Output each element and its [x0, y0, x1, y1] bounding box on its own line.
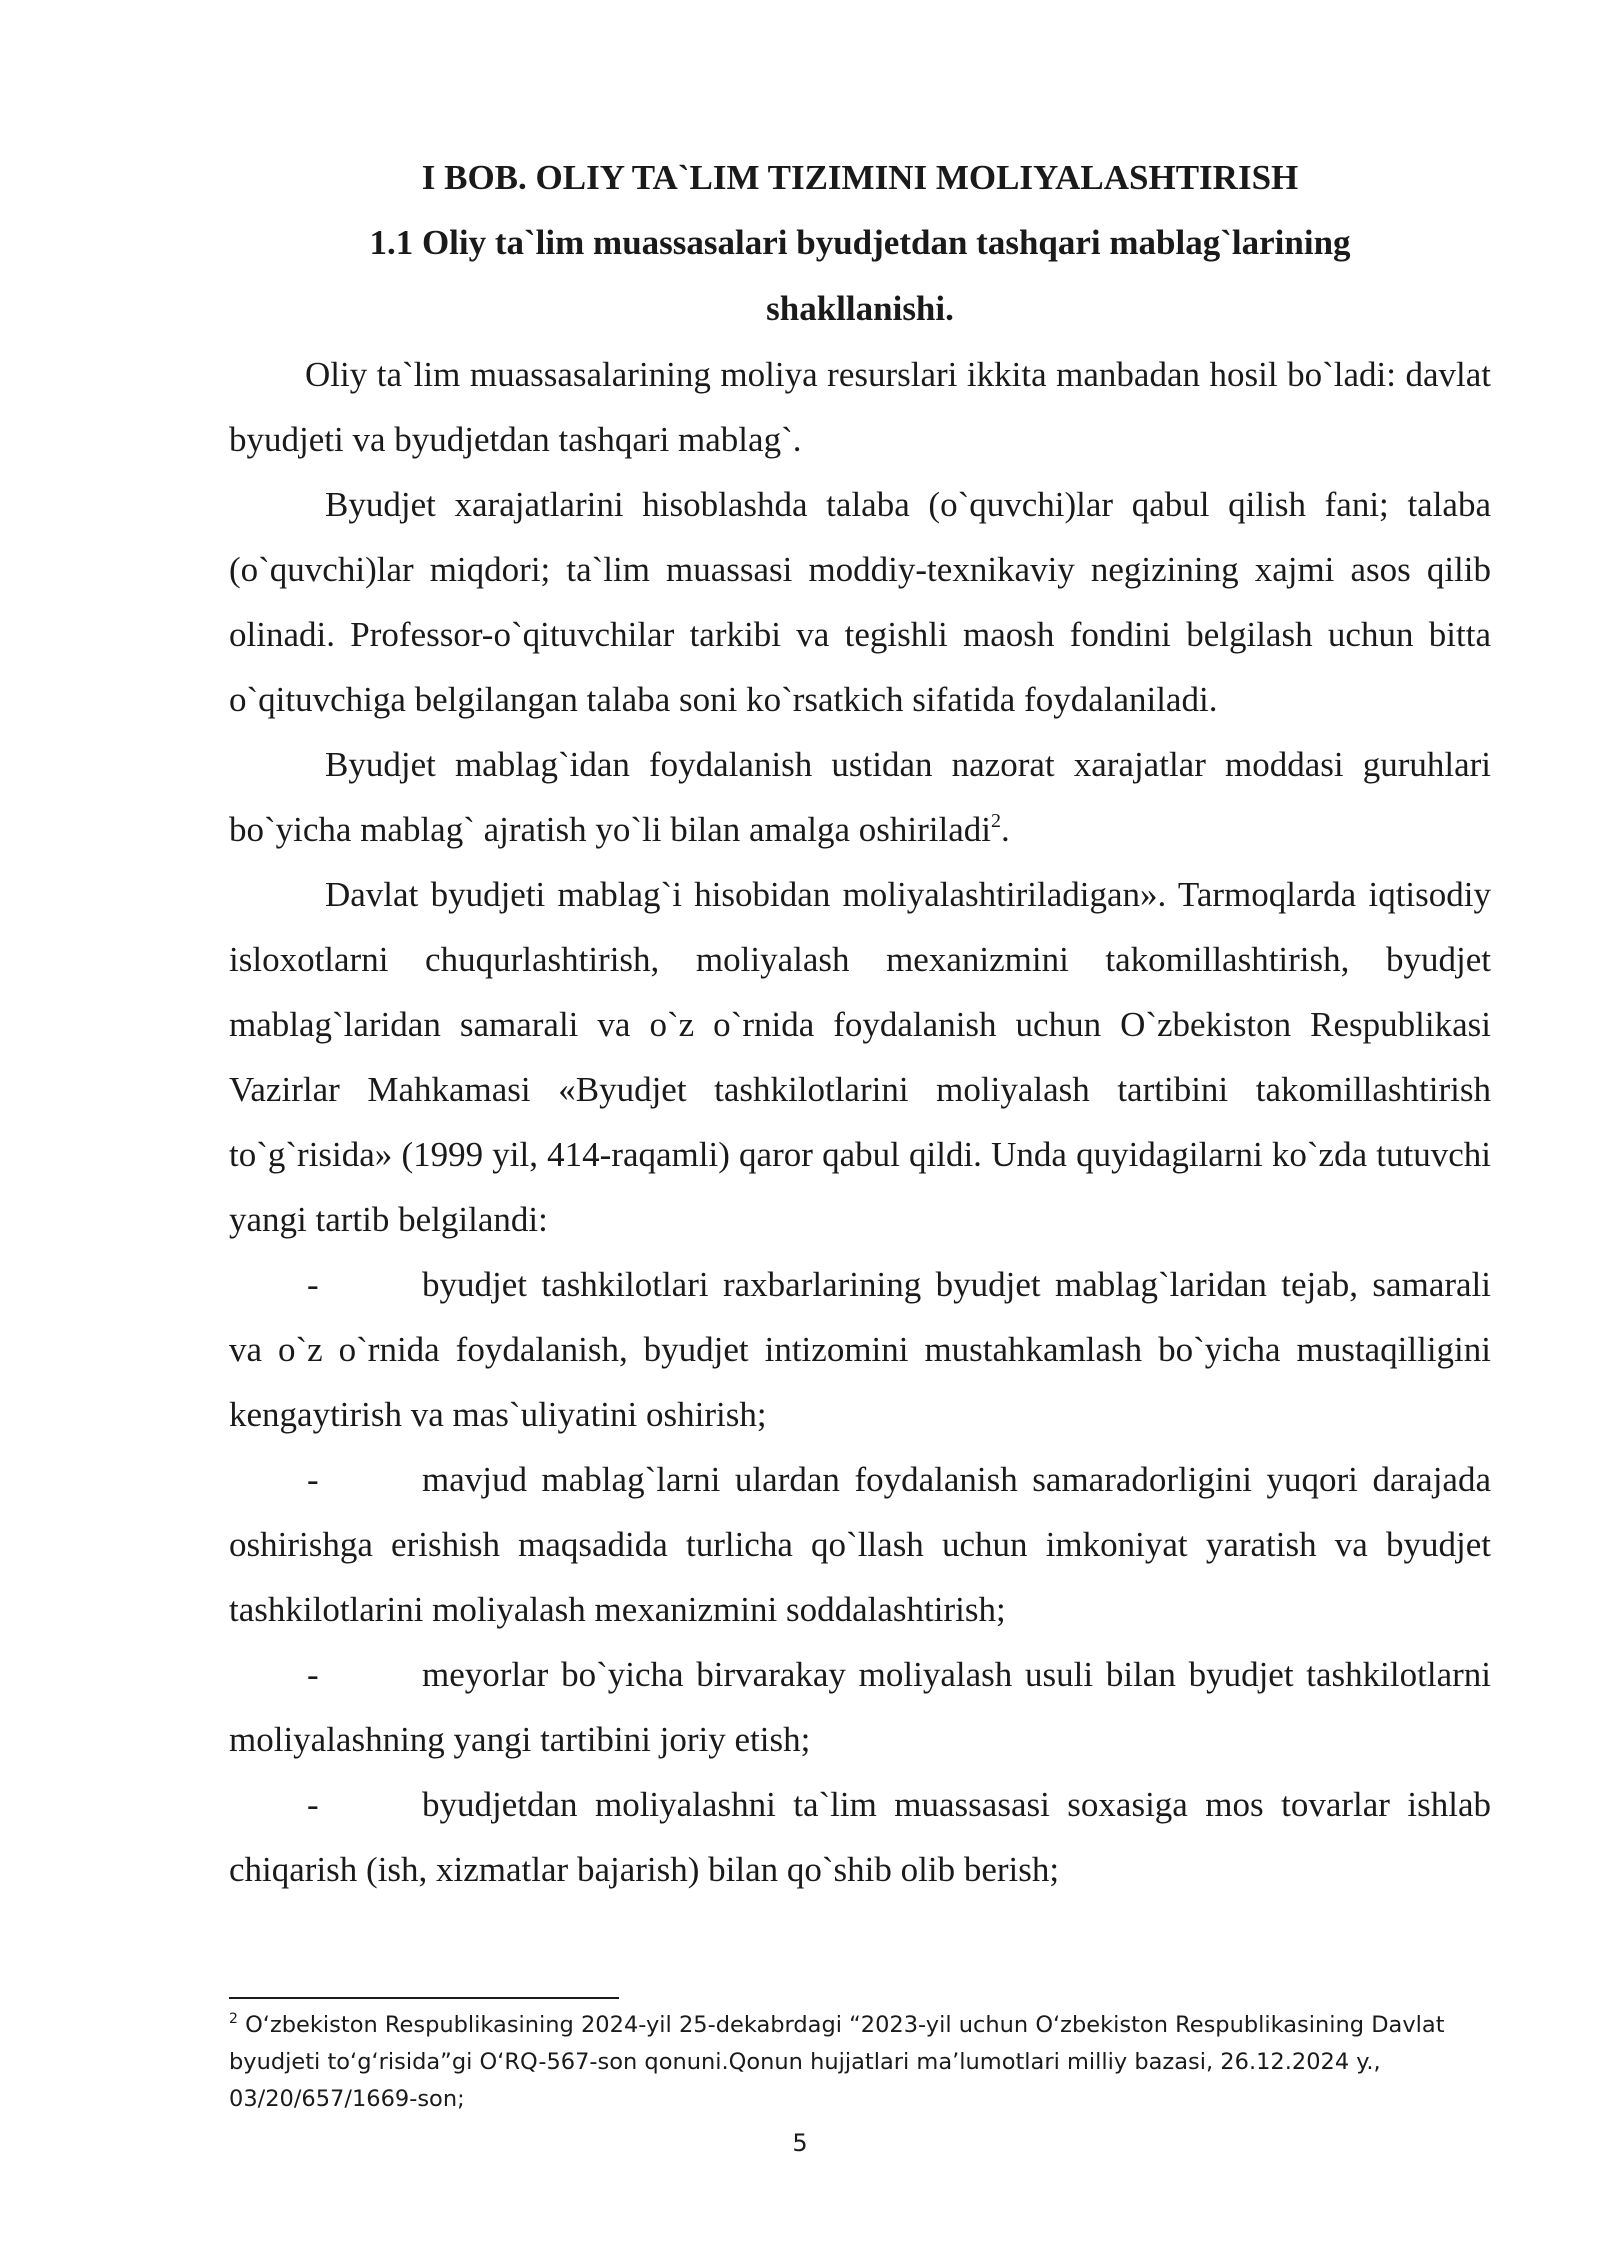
footnote-number: 2	[229, 2011, 238, 2027]
list-item-text: byudjetdan moliyalashni ta`lim muassasasi soxasiga mos tovarlar ishlab chiqarish (ish, xizmatlar bajarish) bilan qo`shib olib berish;	[229, 1785, 1491, 1889]
paragraph-4: Davlat byudjeti mablag`i hisobidan moliyalashtiriladigan». Tarmoqlarda iqtisodiy isloxotlarni chuqurlashtirish, moliyalash mexanizmini takomillashtirish, byudjet mablag`laridan samarali va o`z o`rnida foydalanish uchun O`zbekiston Respublikasi Vazirlar Mahkamasi «Byudjet tashkilotlarini moliyalash tartibini takomillashtirish to`g`risida» (1999 yil, 414-raqamli) qaror qabul qildi. Unda quyidagilarni ko`zda tutuvchi yangi tartib belgilandi:	[229, 875, 1491, 1239]
list-item	[229, 1447, 1491, 1642]
list-dash: -	[307, 1460, 319, 1499]
footnote-reference[interactable]: 2	[991, 810, 1001, 832]
paragraph-2: Byudjet xarajatlarini hisoblashda talaba (o`quvchi)lar qabul qilish fani; talaba (o`quvchi)lar miqdori; ta`lim muassasi moddiy-texnikaviy negizining xajmi asos qilib olinadi. Professor-o`qituvchilar tarkibi va tegishli maosh fondini belgilash uchun bitta o`qituvchiga belgilangan talaba soni ko`rsatkich sifatida foydalaniladi.	[229, 485, 1491, 719]
list-item	[229, 1252, 1491, 1447]
section-title: 1.1 Oliy ta`lim muassasalari byudjetdan tashqari mablag`larining shakllanishi.	[369, 223, 1351, 328]
paragraph-3-end: .	[1001, 810, 1010, 849]
list-item-text: meyorlar bo`yicha birvarakay moliyalash usuli bilan byudjet tashkilotlarni moliyalashning yangi tartibini joriy etish;	[229, 1655, 1491, 1759]
list-dash: -	[307, 1785, 319, 1824]
footnote-text: O‘zbekiston Respublikasining 2024-yil 25-dekabrdagi “2023-yil uchun O‘zbekiston Respublikasining Davlat byudjeti to‘g‘risida”gi O‘RQ-567-son qonuni.Qonun hujjatlari ma’lumotlari milliy bazasi, 26.12.2024 y., 03/20/657/1669-son;	[229, 2012, 1445, 2112]
chapter-title: I BOB. OLIY TA`LIM TIZIMINI MOLIYALASHTIRISH	[421, 158, 1299, 197]
page-number: 5	[792, 2129, 808, 2157]
list-dash: -	[307, 1655, 319, 1694]
paragraph-1: Oliy ta`lim muassasalarining moliya resurslari ikkita manbadan hosil bo`ladi: davlat byudjeti va byudjetdan tashqari mablag`.	[229, 355, 1491, 459]
page-body	[229, 148, 1491, 1902]
paragraph-3	[229, 732, 1491, 862]
list-dash: -	[307, 1265, 319, 1304]
footnote	[229, 2007, 1459, 2118]
footnote-separator	[229, 1997, 619, 1999]
list-item-text: byudjet tashkilotlari raxbarlarining byudjet mablag`laridan tejab, samarali va o`z o`rnida foydalanish, byudjet intizomini mustahkamlash bo`yicha mustaqilligini kengaytirish va mas`uliyatini oshirish;	[229, 1265, 1491, 1434]
list-item-text: mavjud mablag`larni ulardan foydalanish samaradorligini yuqori darajada oshirishga erishish maqsadida turlicha qo`llash uchun imkoniyat yaratish va byudjet tashkilotlarini moliyalash mexanizmini soddalashtirish;	[229, 1460, 1491, 1629]
paragraph-3-text: Byudjet mablag`idan foydalanish ustidan nazorat xarajatlar moddasi guruhlari bo`yicha mablag` ajratish yo`li bilan amalga oshiriladi	[229, 745, 1491, 849]
list-item	[229, 1642, 1491, 1772]
list-item	[229, 1772, 1491, 1902]
